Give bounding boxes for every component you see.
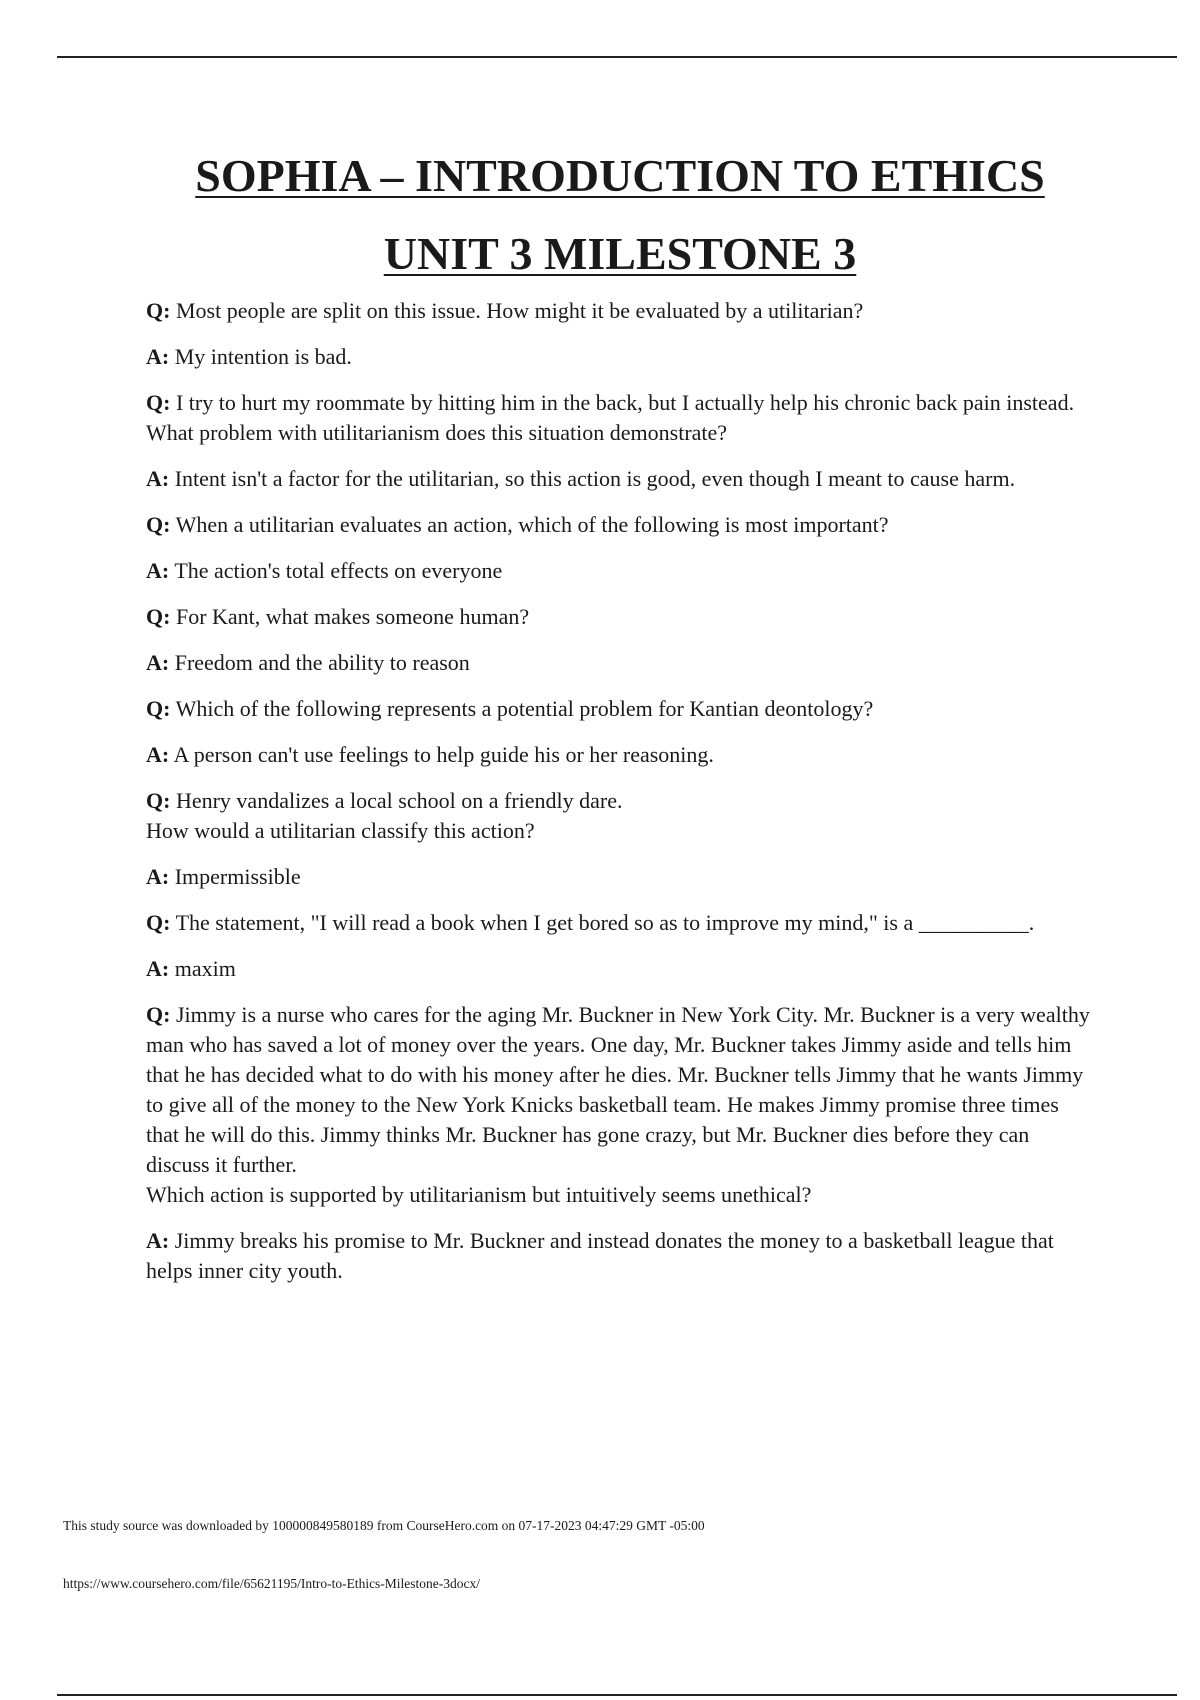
answer-text: Freedom and the ability to reason bbox=[174, 650, 470, 675]
question-text: For Kant, what makes someone human? bbox=[175, 604, 530, 629]
question-6 bbox=[146, 786, 1096, 846]
question-4 bbox=[146, 602, 1096, 632]
answer-4 bbox=[146, 648, 1096, 678]
question-text: Henry vandalizes a local school on a friendly dare. How would a utilitarian classify this action? bbox=[146, 788, 623, 843]
answer-text: Jimmy breaks his promise to Mr. Buckner and instead donates the money to a basketball league that helps inner city youth. bbox=[146, 1228, 1054, 1283]
source-url: https://www.coursehero.com/file/65621195/Intro-to-Ethics-Milestone-3docx/ bbox=[63, 1576, 481, 1591]
answer-text: A person can't use feelings to help guide his or her reasoning. bbox=[173, 742, 714, 767]
answer-label: A: bbox=[146, 344, 170, 369]
document-subtitle: UNIT 3 MILESTONE 3 bbox=[383, 228, 857, 279]
question-text: Jimmy is a nurse who cares for the aging Mr. Buckner in New York City. Mr. Buckner is a very wealthy man who has saved a lot of money over the years. One day, Mr. Buckner takes Jimmy aside and tells him that he has decided what to do with his money after he dies. Mr. Buckner tells Jimmy that he wants Jimmy to give all of the money to the New York Knicks basketball team. He makes Jimmy promise three times that he will do this. Jimmy thinks Mr. Buckner has gone crazy, but Mr. Buckner dies before they can discuss it further. Which action is supported by utilitarianism but intuitively seems unethical? bbox=[146, 1002, 1090, 1207]
question-label: Q: bbox=[146, 298, 171, 323]
answer-label: A: bbox=[146, 742, 170, 767]
answer-label: A: bbox=[146, 650, 170, 675]
question-text: Which of the following represents a potential problem for Kantian deontology? bbox=[175, 696, 874, 721]
question-text: When a utilitarian evaluates an action, which of the following is most important? bbox=[175, 512, 889, 537]
qa-list bbox=[146, 296, 1096, 1302]
question-text: The statement, "I will read a book when I get bored so as to improve my mind," is a __________. bbox=[175, 910, 1035, 935]
answer-label: A: bbox=[146, 956, 170, 981]
bottom-divider bbox=[57, 1694, 1177, 1696]
answer-label: A: bbox=[146, 466, 170, 491]
top-divider bbox=[57, 56, 1177, 58]
answer-text: The action's total effects on everyone bbox=[174, 558, 503, 583]
question-label: Q: bbox=[146, 910, 171, 935]
download-source-note: This study source was downloaded by 100000849580189 from CourseHero.com on 07-17-2023 04:47:29 GMT -05:00 bbox=[63, 1518, 705, 1533]
question-1 bbox=[146, 296, 1096, 326]
question-text: Most people are split on this issue. How might it be evaluated by a utilitarian? bbox=[175, 298, 864, 323]
question-8 bbox=[146, 1000, 1096, 1210]
question-label: Q: bbox=[146, 1002, 171, 1027]
answer-label: A: bbox=[146, 864, 170, 889]
question-5 bbox=[146, 694, 1096, 724]
answer-5 bbox=[146, 740, 1096, 770]
answer-3 bbox=[146, 556, 1096, 586]
answer-text: Impermissible bbox=[174, 864, 301, 889]
question-text: I try to hurt my roommate by hitting him in the back, but I actually help his chronic back pain instead. What problem with utilitarianism does this situation demonstrate? bbox=[146, 390, 1075, 445]
question-7 bbox=[146, 908, 1096, 938]
answer-label: A: bbox=[146, 1228, 170, 1253]
question-label: Q: bbox=[146, 696, 171, 721]
question-2 bbox=[146, 388, 1096, 448]
answer-8 bbox=[146, 1226, 1096, 1286]
answer-2 bbox=[146, 464, 1096, 494]
answer-text: My intention is bad. bbox=[174, 344, 352, 369]
answer-1 bbox=[146, 342, 1096, 372]
answer-6 bbox=[146, 862, 1096, 892]
answer-text: Intent isn't a factor for the utilitarian, so this action is good, even though I meant to cause harm. bbox=[174, 466, 1016, 491]
answer-7 bbox=[146, 954, 1096, 984]
question-label: Q: bbox=[146, 390, 171, 415]
question-label: Q: bbox=[146, 788, 171, 813]
answer-text: maxim bbox=[174, 956, 236, 981]
question-3 bbox=[146, 510, 1096, 540]
answer-label: A: bbox=[146, 558, 170, 583]
document-title: SOPHIA – INTRODUCTION TO ETHICS bbox=[195, 150, 1045, 201]
question-label: Q: bbox=[146, 512, 171, 537]
question-label: Q: bbox=[146, 604, 171, 629]
